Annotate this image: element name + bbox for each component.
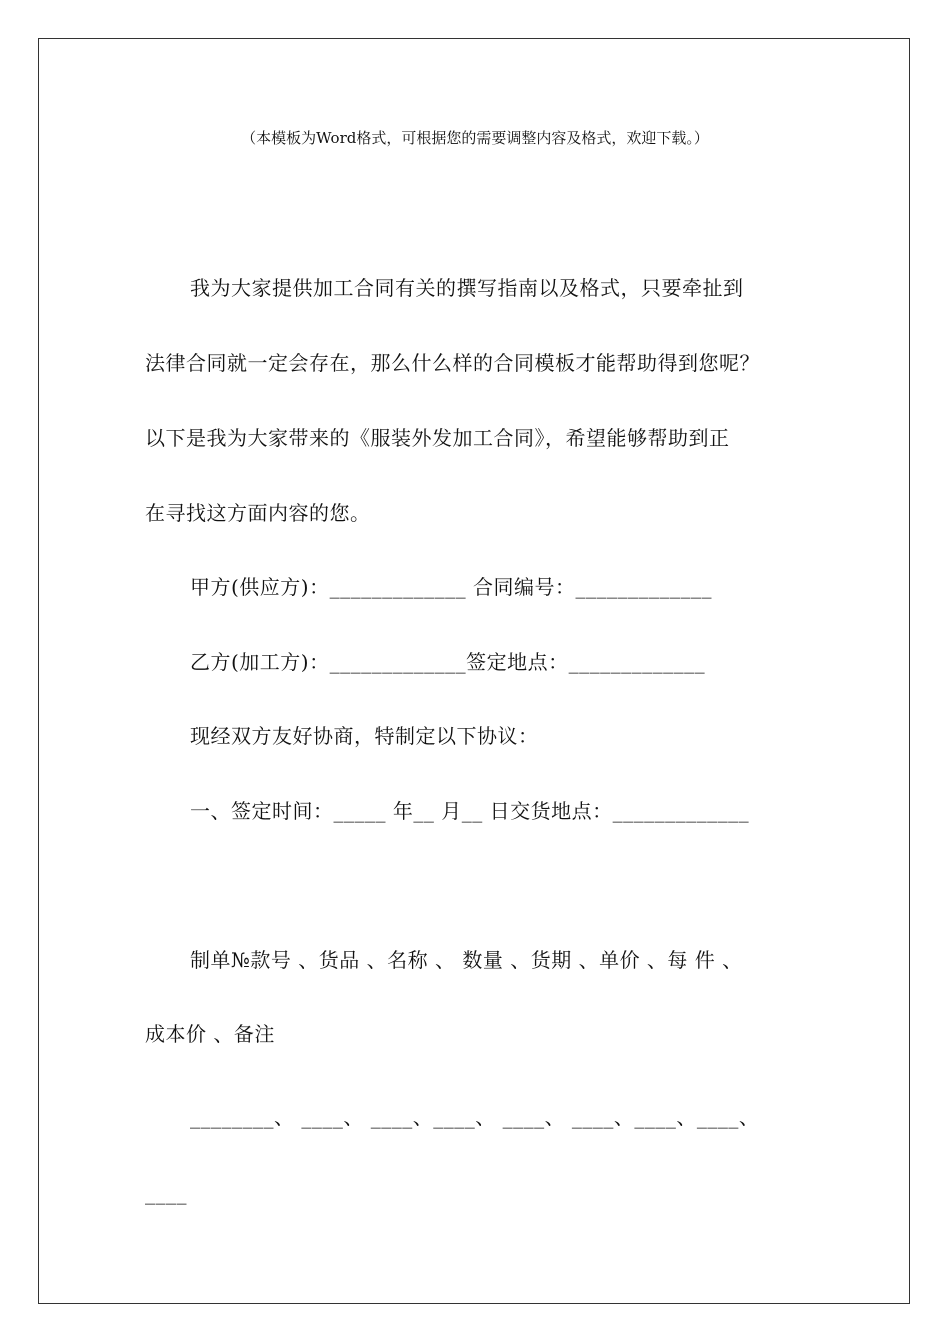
- blank-fields-line-2: ____: [145, 1181, 187, 1205]
- party-a-line: 甲方(供应方)：_____________ 合同编号：_____________: [190, 575, 712, 599]
- intro-line-4: 在寻找这方面内容的您。: [145, 501, 371, 525]
- table-headers-line-2: 成本价 、备注: [145, 1022, 275, 1046]
- table-headers-line-1: 制单№款号 、货品 、名称 、 数量 、货期 、单价 、每 件 、: [190, 948, 743, 972]
- blank-fields-line-1: ________、 ____、 ____、____、 ____、 ____、____、____、: [190, 1105, 760, 1129]
- template-notice: （本模板为Word格式，可根据您的需要调整内容及格式，欢迎下载。）: [241, 129, 709, 147]
- intro-line-3: 以下是我为大家带来的《服装外发加工合同》，希望能够帮助到正: [145, 426, 730, 450]
- party-b-line: 乙方(加工方)：_____________签定地点：_____________: [190, 650, 706, 674]
- clause-1-signing-time: 一、签定时间：_____ 年__ 月__ 日交货地点：_____________: [190, 799, 750, 823]
- agreement-intro: 现经双方友好协商，特制定以下协议：: [190, 724, 539, 748]
- intro-line-2: 法律合同就一定会存在，那么什么样的合同模板才能帮助得到您呢？: [145, 351, 760, 375]
- intro-line-1: 我为大家提供加工合同有关的撰写指南以及格式，只要牵扯到: [190, 276, 744, 300]
